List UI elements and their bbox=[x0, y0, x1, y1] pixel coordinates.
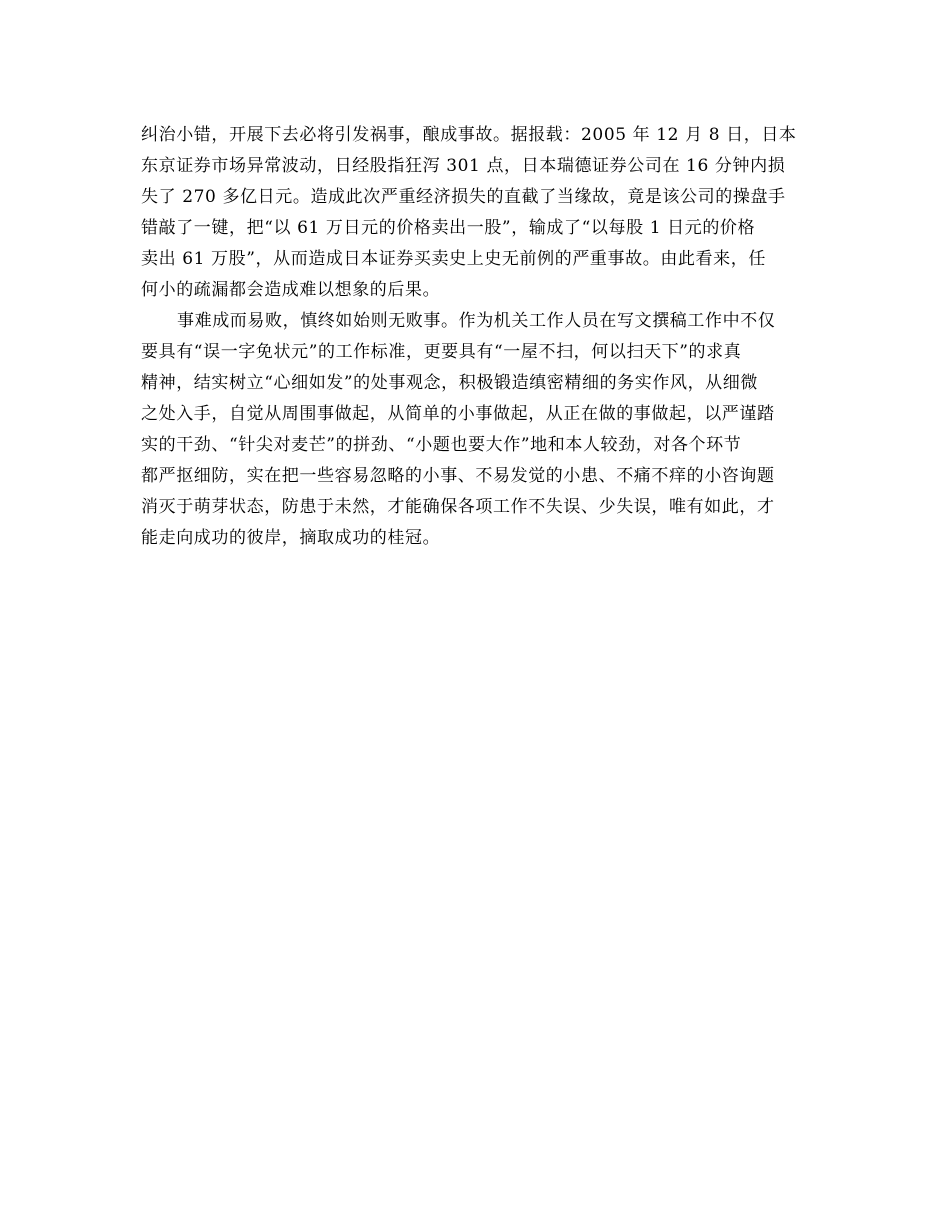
paragraph-line: 精神，结实树立“心细如发”的处事观念，积极锻造缜密精细的务实作风，从细微 bbox=[141, 373, 758, 393]
paragraph-line: 东京证券市场异常波动，日经股指狂泻 301 点，日本瑞德证券公司在 16 分钟内损 bbox=[141, 156, 786, 176]
document-body bbox=[141, 120, 813, 554]
paragraph-2 bbox=[141, 306, 813, 554]
paragraph-line: 能走向成功的彼岸，摘取成功的桂冠。 bbox=[141, 528, 441, 548]
paragraph-1 bbox=[141, 120, 813, 306]
paragraph-line: 失了 270 多亿日元。造成此次严重经济损失的直截了当缘故，竟是该公司的操盘手 bbox=[141, 187, 786, 207]
paragraph-line: 要具有“误一字免状元”的工作标准，更要具有“一屋不扫，何以扫天下”的求真 bbox=[141, 342, 742, 362]
paragraph-line: 之处入手，自觉从周围事做起，从简单的小事做起，从正在做的事做起，以严谨踏 bbox=[141, 404, 775, 424]
paragraph-line: 都严抠细防，实在把一些容易忽略的小事、不易发觉的小患、不痛不痒的小咨询题 bbox=[141, 466, 775, 486]
paragraph-line: 何小的疏漏都会造成难以想象的后果。 bbox=[141, 280, 441, 300]
paragraph-line: 实的干劲、“针尖对麦芒”的拼劲、“小题也要大作”地和本人较劲，对各个环节 bbox=[141, 435, 742, 455]
paragraph-line: 卖出 61 万股”，从而造成日本证券买卖史上史无前例的严重事故。由此看来，任 bbox=[141, 249, 766, 269]
paragraph-line: 纠治小错，开展下去必将引发祸事，酿成事故。据报载：2005 年 12 月 8 日，日本 bbox=[141, 125, 797, 145]
paragraph-line: 错敲了一键，把“以 61 万日元的价格卖出一股”，输成了“以每股 1 日元的价格 bbox=[141, 218, 756, 238]
paragraph-line: 事难成而易败，慎终如始则无败事。作为机关工作人员在写文撰稿工作中不仅 bbox=[177, 311, 776, 331]
paragraph-line: 消灭于萌芽状态，防患于未然，才能确保各项工作不失误、少失误，唯有如此，才 bbox=[141, 497, 775, 517]
